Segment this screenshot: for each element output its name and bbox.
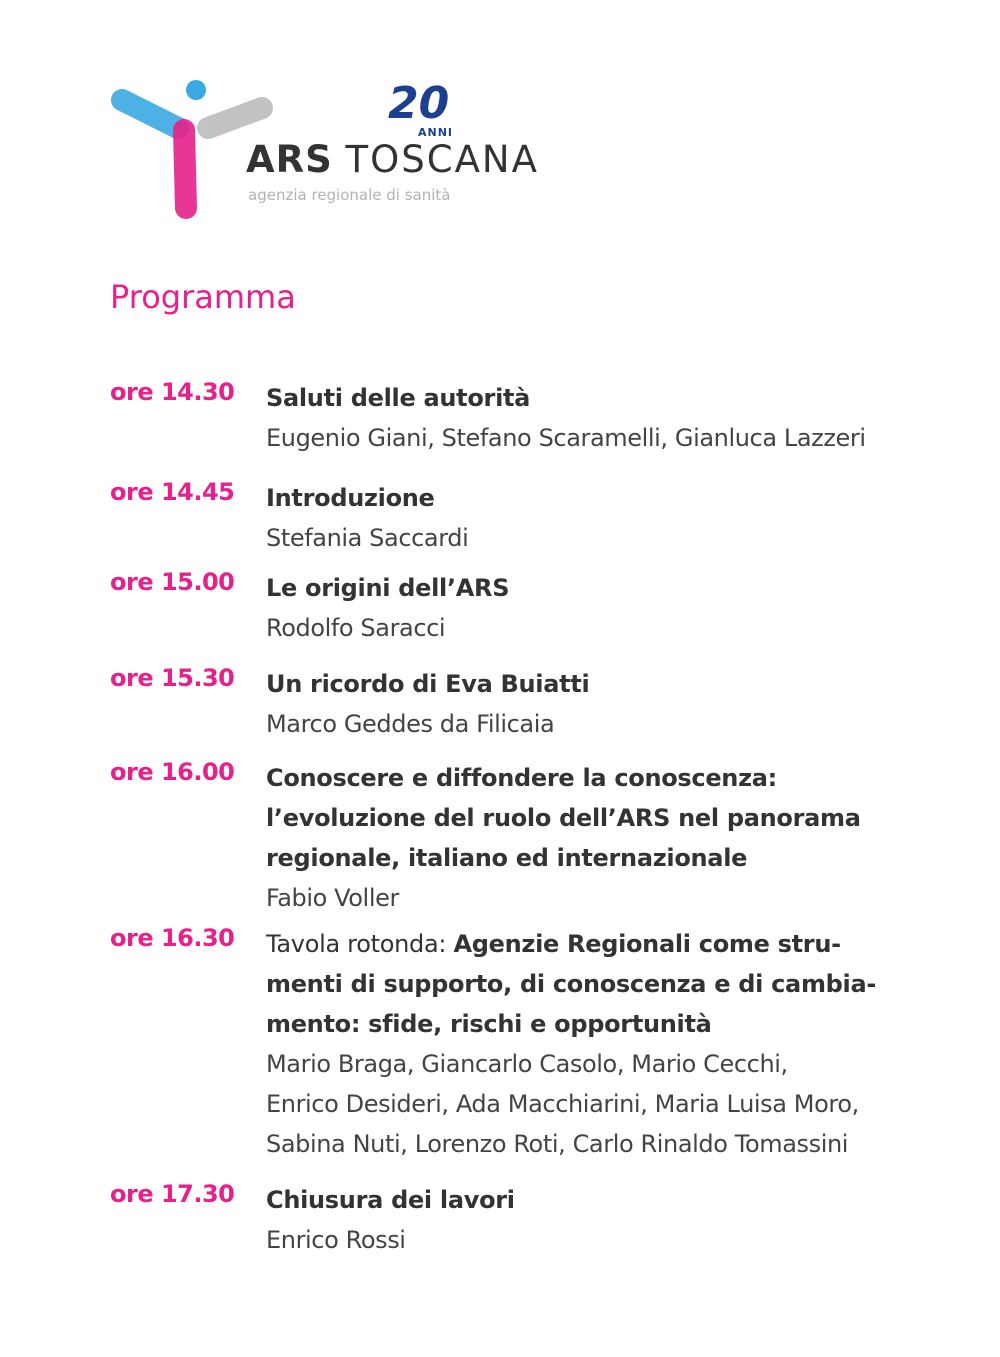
program-item-title (266, 378, 956, 418)
program-item-title (266, 478, 956, 518)
program-item-speaker-line: Eugenio Giani, Stefano Scaramelli, Gianluca Lazzeri (266, 424, 866, 452)
program-item-title-line: regionale, italiano ed internazionale (266, 844, 748, 872)
program-item-title-line: Chiusura dei lavori (266, 1186, 515, 1214)
program-item-title (266, 568, 956, 608)
program-item-title-line (266, 924, 956, 964)
program-item-title-line: Le origini dell’ARS (266, 574, 510, 602)
program-item-title-prefix: Tavola rotonda: (266, 930, 454, 958)
program-item-speakers (266, 1044, 956, 1164)
program-item-speaker-line: Fabio Voller (266, 884, 399, 912)
program-item-content (266, 568, 956, 648)
anniversary-label: ANNI (418, 126, 454, 139)
program-item-content (266, 924, 956, 1164)
program-item-speakers (266, 704, 956, 744)
org-subtitle: agenzia regionale di sanità (248, 186, 451, 204)
program-item-speaker-line: Mario Braga, Giancarlo Casolo, Mario Cecchi, (266, 1050, 788, 1078)
program-item-time: ore 16.00 (110, 758, 235, 786)
program-item-speaker-line: Stefania Saccardi (266, 524, 469, 552)
program-item-speakers (266, 418, 956, 458)
program-item-title-text: Agenzie Regionali come stru- (453, 930, 841, 958)
org-name-ars: ARS (246, 138, 333, 181)
program-item-time: ore 14.45 (110, 478, 235, 506)
org-name-toscana: TOSCANA (345, 138, 539, 181)
program-item-time: ore 17.30 (110, 1180, 235, 1208)
program-item-speaker-line: Enrico Rossi (266, 1226, 406, 1254)
program-item-title-line: l’evoluzione del ruolo dell’ARS nel panorama (266, 804, 861, 832)
program-item-speakers (266, 518, 956, 558)
program-item-content (266, 378, 956, 458)
program-item-speakers (266, 608, 956, 648)
ars-toscana-logo (100, 70, 539, 230)
section-title: Programma (110, 278, 296, 316)
program-item-speaker-line: Marco Geddes da Filicaia (266, 710, 555, 738)
program-item-title-line: menti di supporto, di conoscenza e di cambia- (266, 970, 877, 998)
program-item-title-line: Un ricordo di Eva Buiatti (266, 670, 590, 698)
program-item-time: ore 15.00 (110, 568, 235, 596)
program-item-content (266, 664, 956, 744)
program-item-speaker-line: Enrico Desideri, Ada Macchiarini, Maria Luisa Moro, (266, 1090, 859, 1118)
org-name (246, 138, 539, 181)
program-item-title (266, 664, 956, 704)
program-item-title-line: mento: sfide, rischi e opportunità (266, 1010, 712, 1038)
anniversary-number: 20 (388, 78, 450, 129)
program-item-title (266, 924, 956, 1044)
program-item-time: ore 16.30 (110, 924, 235, 952)
program-item-title-line: Conoscere e diffondere la conoscenza: (266, 764, 777, 792)
program-item-title (266, 758, 956, 878)
program-item-time: ore 14.30 (110, 378, 235, 406)
program-item-title (266, 1180, 956, 1220)
program-item-speaker-line: Rodolfo Saracci (266, 614, 446, 642)
program-item-speaker-line: Sabina Nuti, Lorenzo Roti, Carlo Rinaldo Tomassini (266, 1130, 849, 1158)
program-item-speakers (266, 1220, 956, 1260)
program-item-content (266, 478, 956, 558)
program-item-title-line: Saluti delle autorità (266, 384, 531, 412)
program-item-speakers (266, 878, 956, 918)
program-item-content (266, 1180, 956, 1260)
program-item-content (266, 758, 956, 918)
program-item-title-line: Introduzione (266, 484, 435, 512)
program-item-time: ore 15.30 (110, 664, 235, 692)
